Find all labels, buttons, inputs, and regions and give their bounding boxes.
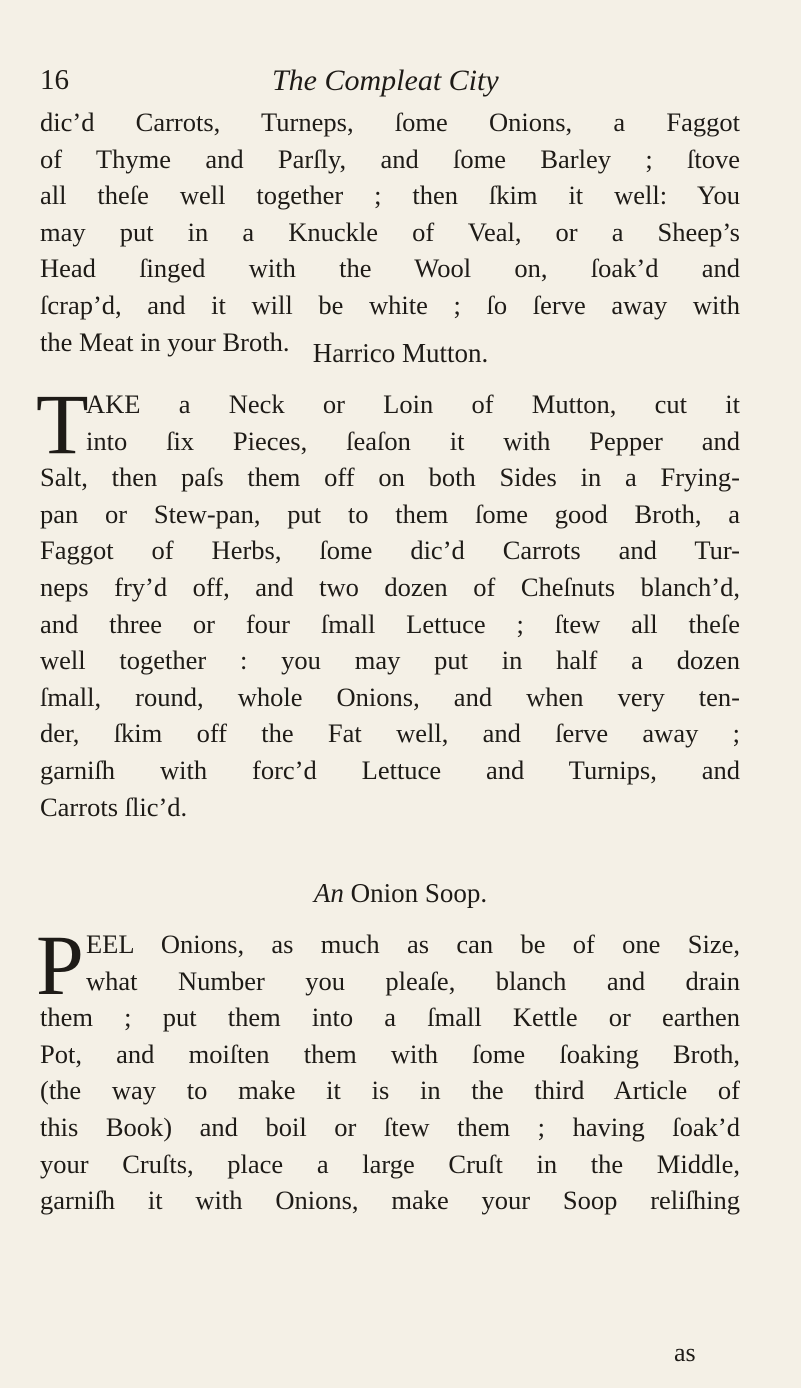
text-line: Pot, and moiſten them with ſome ſoaking Broth, — [40, 1038, 740, 1069]
page-number: 16 — [40, 64, 69, 96]
running-title: The Compleat City — [272, 64, 499, 97]
text-line: your Cruſts, place a large Cruſt in the Middle, — [40, 1148, 740, 1179]
text-line: of Thyme and Parſly, and ſome Barley ; ſtove — [40, 143, 740, 174]
text-line: dic’d Carrots, Turneps, ſome Onions, a Faggot — [40, 107, 740, 137]
text-line: into ſix Pieces, ſeaſon it with Pepper and — [86, 425, 740, 456]
text-line: what Number you pleaſe, blanch and drain — [86, 965, 740, 996]
catchword: as — [674, 1338, 696, 1367]
text-line: the Meat in your Broth. — [40, 326, 290, 357]
text-line: garniſh it with Onions, make your Soop reliſhing — [40, 1185, 740, 1216]
text-line: pan or Stew-pan, put to them ſome good Broth, a — [40, 498, 740, 529]
text-line: Head ſinged with the Wool on, ſoak’d and — [40, 253, 740, 284]
text-line: them ; put them into a ſmall Kettle or earthen — [40, 1002, 740, 1033]
text-line: (the way to make it is in the third Article of — [40, 1075, 740, 1106]
text-line: ſmall, round, whole Onions, and when very ten- — [40, 681, 740, 712]
recipe-body-onion-soop — [40, 926, 740, 1219]
drop-cap: T — [36, 376, 89, 472]
continued-paragraph — [40, 104, 740, 360]
text-line: Salt, then paſs them off on both Sides in a Frying- — [40, 462, 740, 493]
text-line: ſcrap’d, and it will be white ; ſo ſerve away with — [40, 289, 740, 320]
page-header — [0, 64, 801, 100]
text-line: Faggot of Herbs, ſome dic’d Carrots and Tur- — [40, 535, 740, 566]
text-line: der, ſkim off the Fat well, and ſerve away ; — [40, 718, 740, 749]
text-line: EEL Onions, as much as can be of one Size, — [86, 929, 740, 959]
recipe-heading-harrico-mutton: Harrico Mutton. — [312, 338, 489, 368]
text-line: neps fry’d off, and two dozen of Cheſnuts blanch’d, — [40, 571, 740, 602]
text-line: Carrots ſlic’d. — [40, 791, 188, 822]
heading-rest: Onion Soop. — [343, 878, 488, 908]
text-line: garniſh with forc’d Lettuce and Turnips, and — [40, 754, 740, 785]
drop-cap: P — [36, 917, 84, 1013]
text-line: may put in a Knuckle of Veal, or a Sheep’s — [40, 216, 740, 247]
heading-italic-word: An — [313, 878, 344, 908]
text-line: this Book) and boil or ſtew them ; having ſoak’d — [40, 1111, 740, 1142]
recipe-body-harrico-mutton — [40, 386, 740, 825]
text-line: and three or four ſmall Lettuce ; ſtew all theſe — [40, 608, 740, 639]
text-line: well together : you may put in half a dozen — [40, 645, 740, 676]
text-line: AKE a Neck or Loin of Mutton, cut it — [86, 389, 740, 419]
recipe-heading-onion-soop — [0, 878, 801, 909]
text-line: all theſe well together ; then ſkim it well: You — [40, 180, 740, 211]
